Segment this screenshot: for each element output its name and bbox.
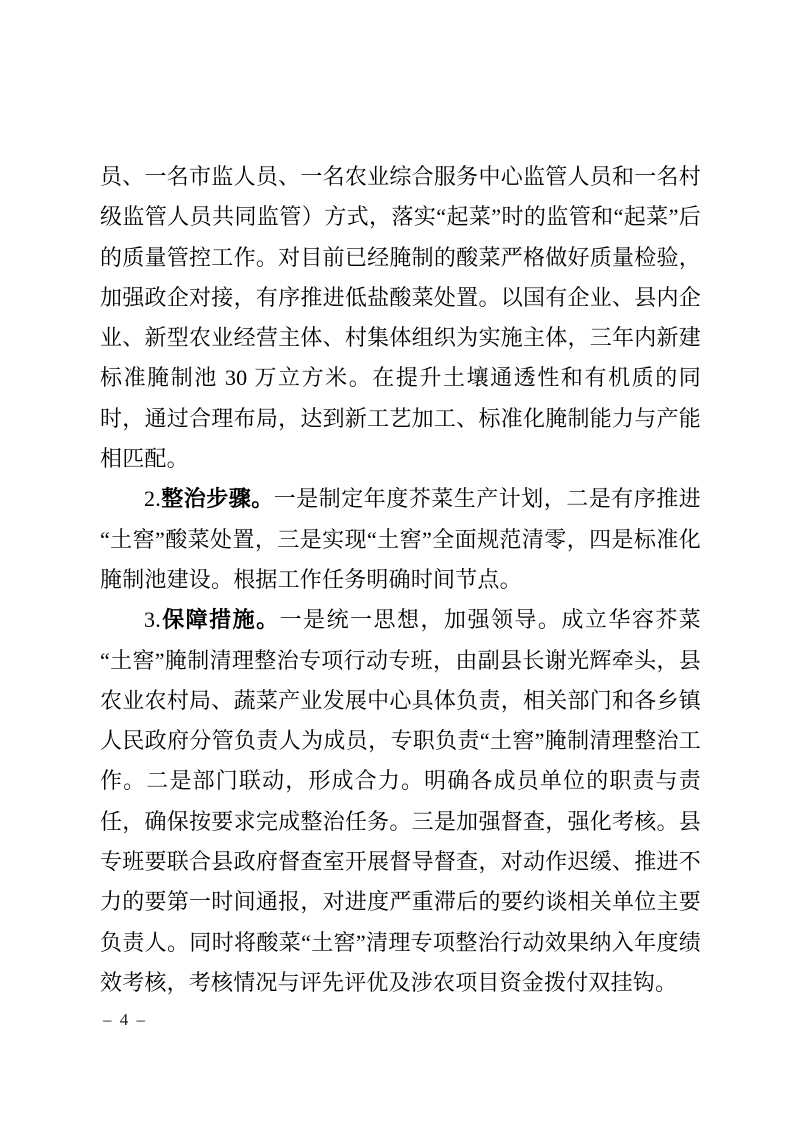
document-body bbox=[100, 157, 701, 1003]
list-number: 3. bbox=[144, 607, 161, 633]
paragraph-text: 一是制定年度芥菜生产计划，二是有序推进“土窖”酸菜处置，三是实现“土窖”全面规范清零，四是标准化腌制池建设。根据工作任务明确时间节点。 bbox=[100, 486, 701, 592]
paragraph-text: 员、一名市监人员、一名农业综合服务中心监管人员和一名村级监管人员共同监管）方式，落实“起菜”时的监管和“起菜”后的质量管控工作。对目前已经腌制的酸菜严格做好质量检验，加强政企对接，有序推进低盐酸菜处置。以国有企业、县内企业、新型农业经营主体、村集体组织为实施主体，三年内新建标准腌制池 30 万立方米。在提升土壤通透性和有机质的同时，通过合理布局，达到新工艺加工、标准化腌制能力与产能相匹配。 bbox=[100, 164, 701, 472]
paragraph-heading: 整治步骤。 bbox=[160, 486, 274, 512]
paragraph-item-3 bbox=[100, 600, 701, 1003]
page-number: – 4 – bbox=[103, 1010, 147, 1029]
paragraph-heading: 保障措施。 bbox=[160, 607, 280, 633]
list-number: 2. bbox=[144, 486, 161, 512]
paragraph-text: 一是统一思想，加强领导。成立华容芥菜“土窖”腌制清理整治专项行动专班，由副县长谢光辉牵头，县农业农村局、蔬菜产业发展中心具体负责，相关部门和各乡镇人民政府分管负责人为成员，专职负责“土窖”腌制清理整治工作。二是部门联动，形成合力。明确各成员单位的职责与责任，确保按要求完成整治任务。三是加强督查，强化考核。县专班要联合县政府督查室开展督导督查，对动作迟缓、推进不力的要第一时间通报，对进度严重滞后的要约谈相关单位主要负责人。同时将酸菜“土窖”清理专项整治行动效果纳入年度绩效考核，考核情况与评先评优及涉农项目资金拨付双挂钩。 bbox=[100, 607, 701, 995]
paragraph-item-2 bbox=[100, 479, 701, 600]
paragraph-continuation bbox=[100, 157, 701, 479]
